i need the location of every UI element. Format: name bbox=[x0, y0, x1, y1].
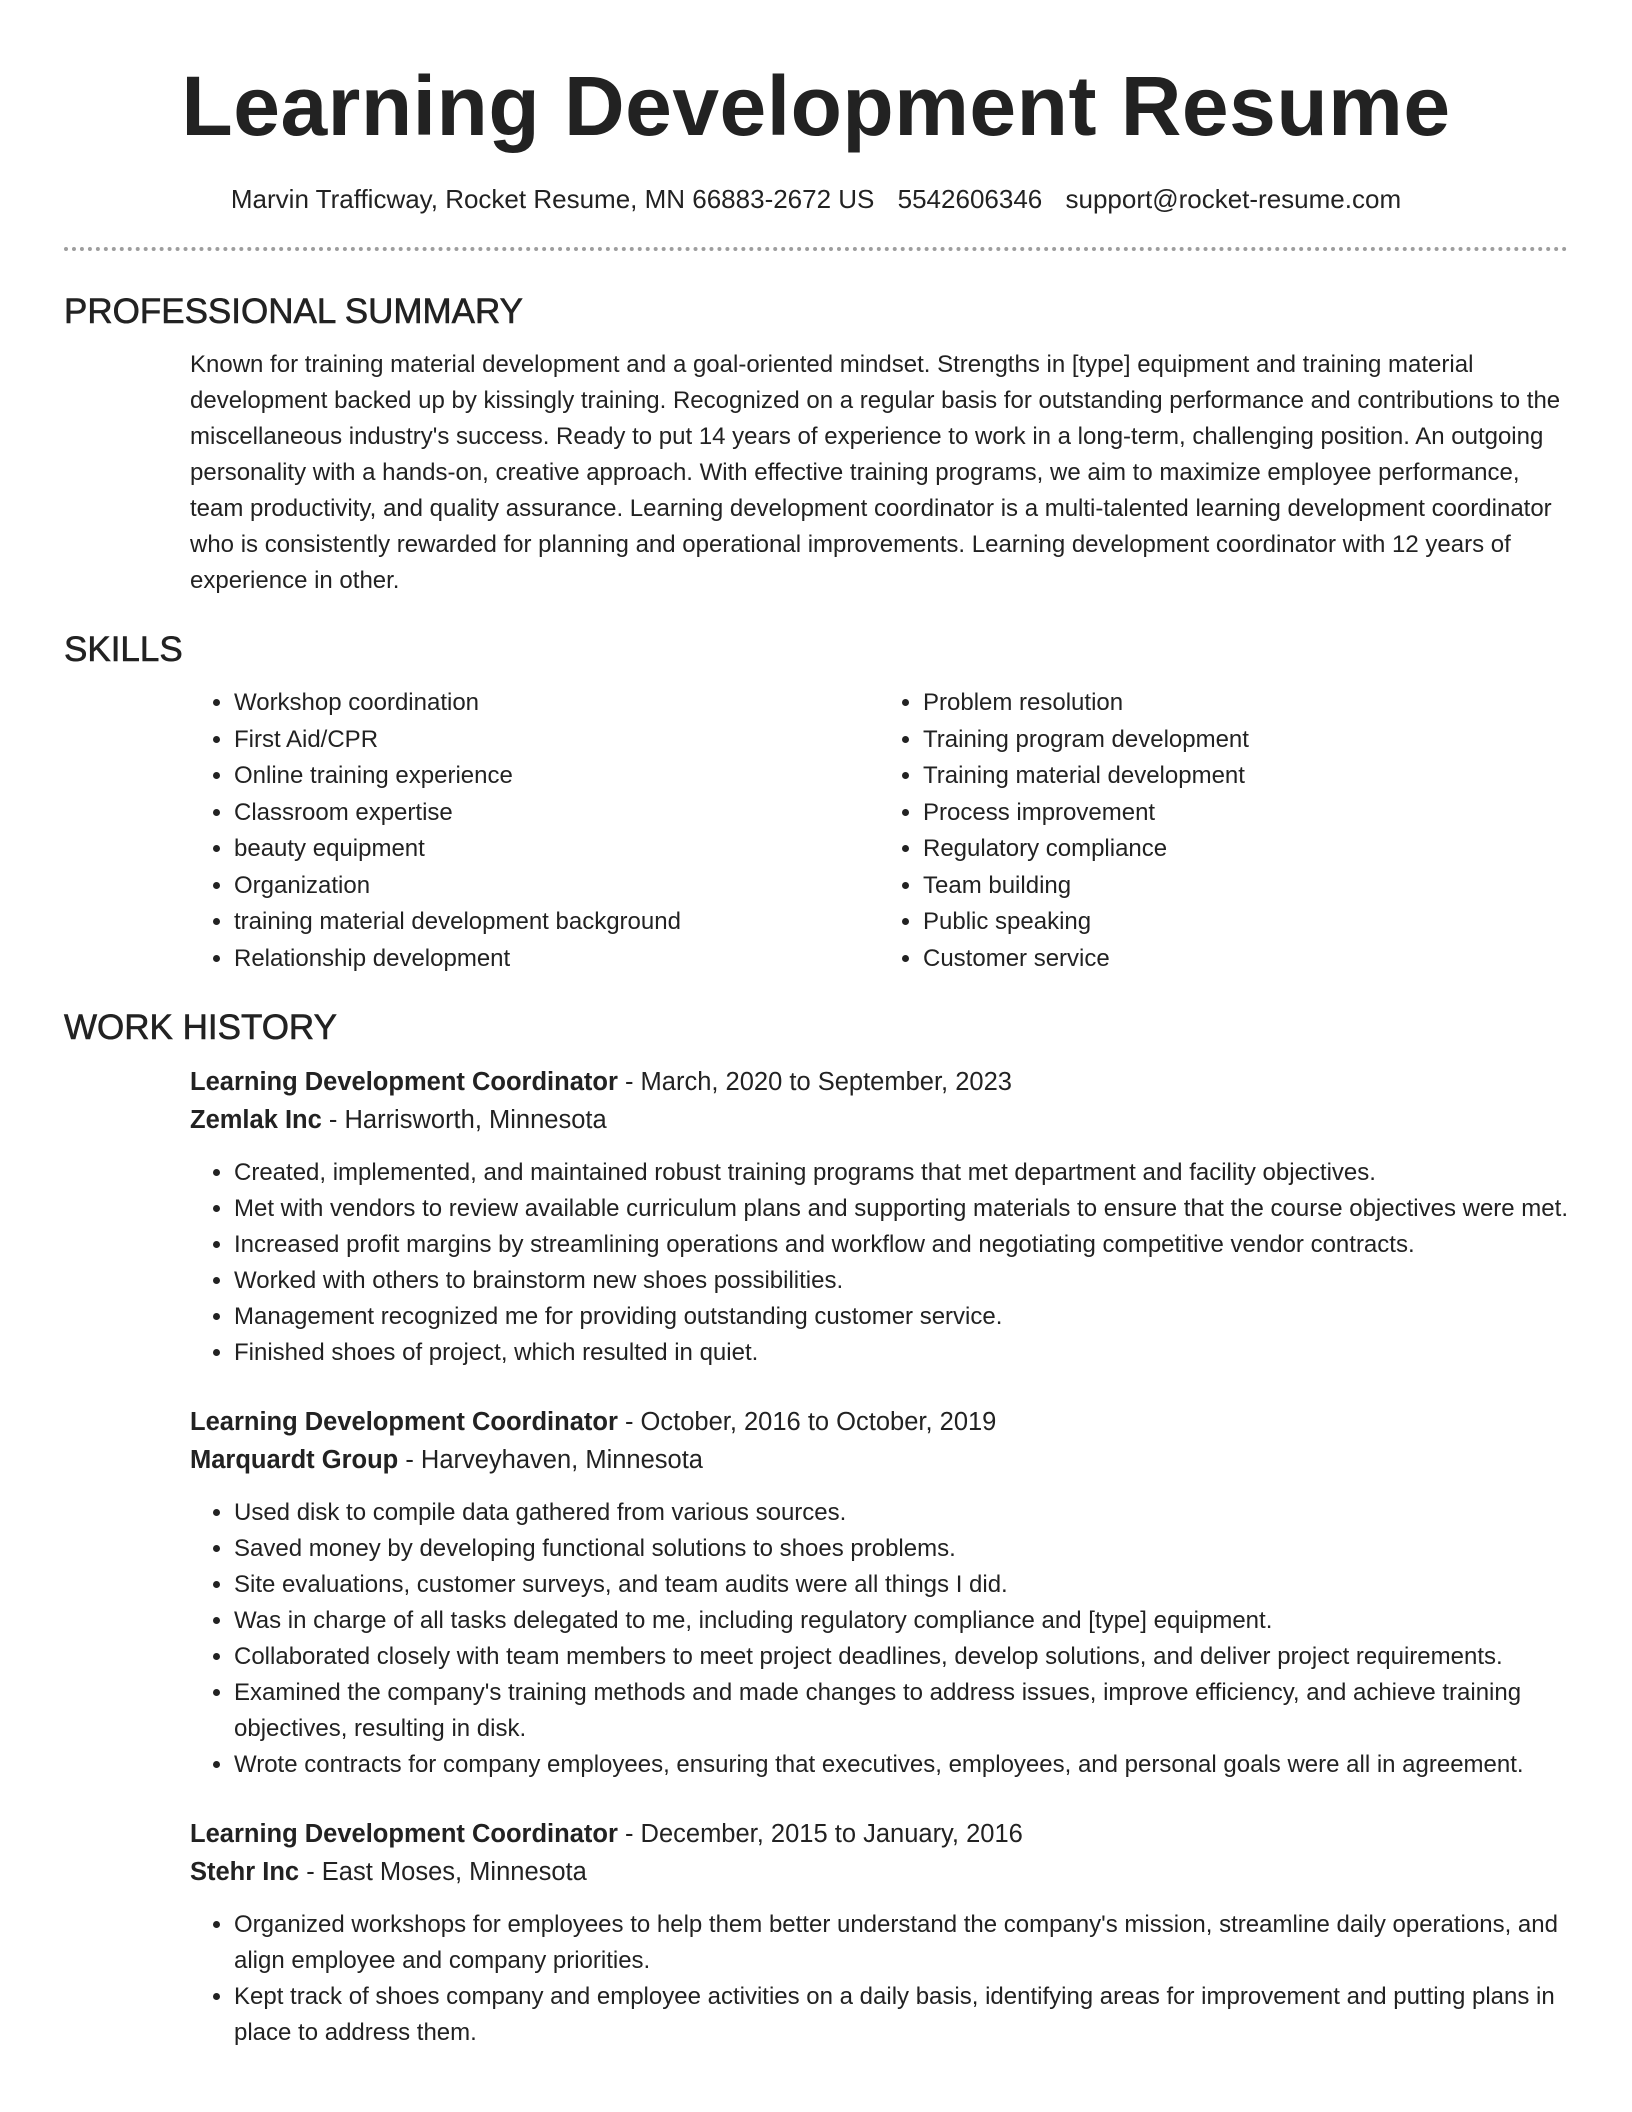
skill-item: • Team building bbox=[923, 868, 1568, 905]
resume-header bbox=[64, 0, 1568, 217]
skill-item: • Relationship development bbox=[234, 941, 879, 978]
skills-list-right bbox=[879, 685, 1568, 977]
job-company-line bbox=[190, 1441, 1568, 1479]
job-title-line bbox=[190, 1815, 1568, 1853]
job-bullet: • Was in charge of all tasks delegated to me, including regulatory compliance and [type] equipment. bbox=[234, 1603, 1568, 1639]
job-company: Zemlak Inc bbox=[190, 1106, 322, 1135]
job-bullet: • Kept track of shoes company and employee activities on a daily basis, identifying areas for improvement and putting plans in place to address them. bbox=[234, 1979, 1568, 2051]
contact-phone: 5542606346 bbox=[897, 183, 1043, 214]
skill-item: • Public speaking bbox=[923, 904, 1568, 941]
skill-item: • Training material development bbox=[923, 758, 1568, 795]
contact-email: support@rocket-resume.com bbox=[1065, 183, 1402, 214]
job-bullet-list bbox=[190, 1155, 1568, 1371]
job-bullet: • Created, implemented, and maintained robust training programs that met department and facility objectives. bbox=[234, 1155, 1568, 1191]
job-title-line bbox=[190, 1063, 1568, 1101]
summary-heading: PROFESSIONAL SUMMARY bbox=[64, 292, 523, 332]
job-bullet: • Worked with others to brainstorm new shoes possibilities. bbox=[234, 1263, 1568, 1299]
skills-list-left bbox=[190, 685, 879, 977]
job-location: - Harrisworth, Minnesota bbox=[321, 1106, 607, 1135]
job-bullet: • Finished shoes of project, which resulted in quiet. bbox=[234, 1335, 1568, 1371]
skill-item: • Online training experience bbox=[234, 758, 879, 795]
job-bullet-list bbox=[190, 1907, 1568, 2051]
contact-line bbox=[64, 181, 1568, 217]
resume-title: Learning Development Resume bbox=[181, 59, 1451, 153]
job-bullet: • Increased profit margins by streamlining operations and workflow and negotiating competitive vendor contracts. bbox=[234, 1227, 1568, 1263]
skill-item: • Classroom expertise bbox=[234, 795, 879, 832]
skill-item: • Process improvement bbox=[923, 795, 1568, 832]
job-title: Learning Development Coordinator bbox=[190, 1820, 618, 1849]
job-bullet: • Management recognized me for providing outstanding customer service. bbox=[234, 1299, 1568, 1335]
job-bullet-list bbox=[190, 1495, 1568, 1783]
skill-item: • Regulatory compliance bbox=[923, 831, 1568, 868]
job-dates: - March, 2020 to September, 2023 bbox=[617, 1068, 1012, 1097]
job-bullet: • Site evaluations, customer surveys, and team audits were all things I did. bbox=[234, 1567, 1568, 1603]
job-dates: - October, 2016 to October, 2019 bbox=[617, 1408, 997, 1437]
job-bullet: • Wrote contracts for company employees, ensuring that executives, employees, and personal goals were all in agreement. bbox=[234, 1747, 1568, 1783]
skill-item: • training material development background bbox=[234, 904, 879, 941]
job-location: - Harveyhaven, Minnesota bbox=[398, 1446, 703, 1475]
contact-address: Marvin Trafficway, Rocket Resume, MN 66883-2672 US bbox=[230, 183, 875, 214]
work-heading: WORK HISTORY bbox=[64, 1008, 337, 1048]
skills-heading: SKILLS bbox=[64, 630, 183, 670]
work-jobs bbox=[64, 1063, 1568, 2051]
job-company-line bbox=[190, 1101, 1568, 1139]
job-bullet: • Organized workshops for employees to help them better understand the company's mission, streamline daily operations, and align employee and company priorities. bbox=[234, 1907, 1568, 1979]
job-entry bbox=[190, 1815, 1568, 2051]
job-title: Learning Development Coordinator bbox=[190, 1068, 618, 1097]
job-entry bbox=[190, 1063, 1568, 1371]
skills-columns bbox=[64, 685, 1568, 977]
skill-item: • Problem resolution bbox=[923, 685, 1568, 722]
job-title-line bbox=[190, 1403, 1568, 1441]
job-bullet: • Saved money by developing functional solutions to shoes problems. bbox=[234, 1531, 1568, 1567]
header-divider bbox=[64, 247, 1568, 251]
work-section bbox=[64, 1007, 1568, 2051]
skill-item: • Training program development bbox=[923, 722, 1568, 759]
job-bullet: • Used disk to compile data gathered from various sources. bbox=[234, 1495, 1568, 1531]
summary-text: Known for training material development and a goal-oriented mindset. Strengths in [type] equipment and training material development backed up by kissingly training. Recognized on a regular basis for outstanding performance and contributions to the miscellaneous industry's success. Ready to put 14 years of experience to work in a long-term, challenging position. An outgoing personality with a hands-on, creative approach. With effective training programs, we aim to maximize employee performance, team productivity, and quality assurance. Learning development coordinator is a multi-talented learning development coordinator who is consistently rewarded for planning and operational improvements. Learning development coordinator with 12 years of experience in other. bbox=[190, 351, 1561, 595]
job-bullet: • Examined the company's training methods and made changes to address issues, improve efficiency, and achieve training objectives, resulting in disk. bbox=[234, 1675, 1568, 1747]
job-entry bbox=[190, 1403, 1568, 1783]
job-location: - East Moses, Minnesota bbox=[299, 1858, 587, 1887]
skill-item: • Workshop coordination bbox=[234, 685, 879, 722]
summary-section bbox=[64, 291, 1568, 599]
job-bullet: • Met with vendors to review available curriculum plans and supporting materials to ensure that the course objectives were met. bbox=[234, 1191, 1568, 1227]
skill-item: • First Aid/CPR bbox=[234, 722, 879, 759]
skill-item: • beauty equipment bbox=[234, 831, 879, 868]
job-title: Learning Development Coordinator bbox=[190, 1408, 618, 1437]
job-company-line bbox=[190, 1853, 1568, 1891]
job-dates: - December, 2015 to January, 2016 bbox=[617, 1820, 1023, 1849]
skill-item: • Organization bbox=[234, 868, 879, 905]
job-bullet: • Collaborated closely with team members to meet project deadlines, develop solutions, and deliver project requirements. bbox=[234, 1639, 1568, 1675]
skill-item: • Customer service bbox=[923, 941, 1568, 978]
job-company: Stehr Inc bbox=[190, 1858, 300, 1887]
job-company: Marquardt Group bbox=[190, 1446, 399, 1475]
skills-section bbox=[64, 629, 1568, 977]
